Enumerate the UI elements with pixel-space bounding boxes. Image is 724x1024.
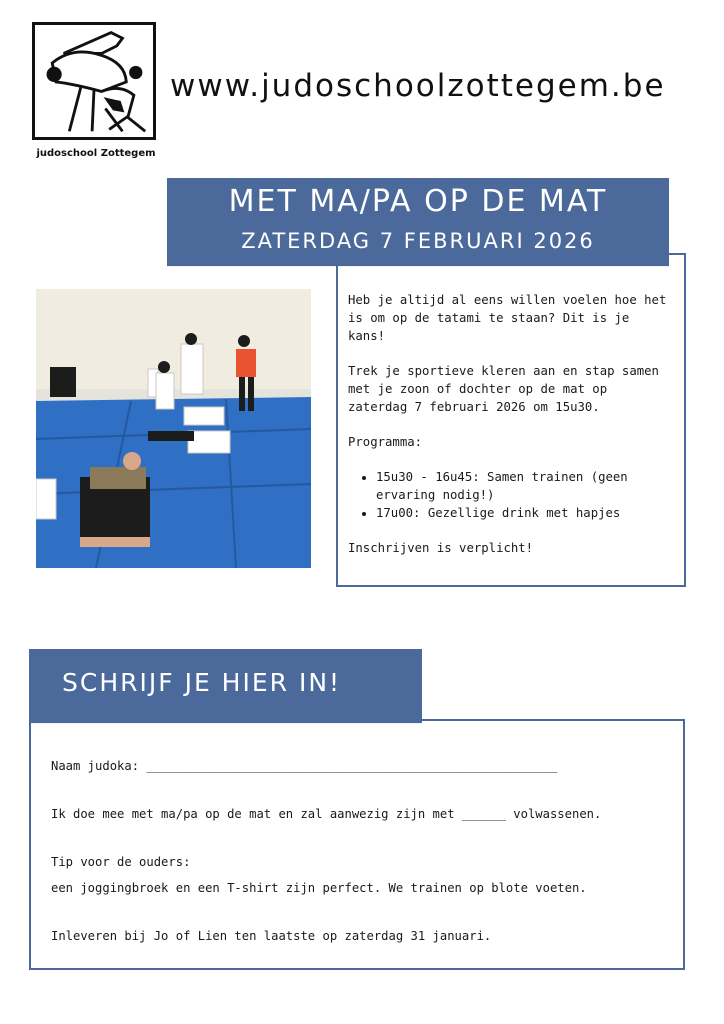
- name-row: [51, 757, 671, 775]
- logo-caption: judoschool Zottegem: [36, 148, 156, 159]
- program-item: • 15u30 - 16u45: Samen trainen (geen ervaring nodig!): [376, 468, 672, 504]
- tip-text: een joggingbroek en een T-shirt zijn perfect. We trainen op blote voeten.: [51, 881, 587, 895]
- judo-training-photo: [36, 289, 311, 568]
- signup-banner: [29, 649, 422, 723]
- event-title: MET MA/PA OP DE MAT: [228, 184, 608, 219]
- event-info-content: [348, 291, 672, 574]
- adults-count-blank[interactable]: ______: [461, 807, 506, 821]
- website-url[interactable]: www.judoschoolzottegem.be: [170, 68, 666, 104]
- program-list: [348, 468, 672, 522]
- program-label: Programma:: [348, 435, 423, 449]
- deadline-text: Inleveren bij Jo of Lien ten laatste op zaterdag 31 januari.: [51, 929, 492, 943]
- judoschool-logo: [32, 22, 156, 140]
- event-intro: Heb je altijd al eens willen voelen hoe het is om op de tatami te staan? Dit is je kans!: [348, 293, 667, 343]
- participation-row: [51, 805, 671, 823]
- registration-note: Inschrijven is verplicht!: [348, 541, 534, 555]
- participation-text: Ik doe mee met ma/pa op de mat en zal aanwezig zijn met: [51, 807, 455, 821]
- participation-unit: volwassenen.: [513, 807, 602, 821]
- event-invite: Trek je sportieve kleren aan en stap samen met je zoon of dochter op de mat op zaterdag 7 februari 2026 om 15u30.: [348, 364, 659, 414]
- event-title-banner: [167, 178, 669, 266]
- tip-label: Tip voor de ouders:: [51, 855, 191, 869]
- registration-form-panel: [29, 719, 685, 970]
- signup-title: SCHRIJF JE HIER IN!: [62, 668, 342, 697]
- judo-throw-icon: [35, 25, 153, 137]
- event-info-panel: [336, 253, 686, 587]
- registration-form-content: [51, 757, 671, 945]
- event-date: ZATERDAG 7 FEBRUARI 2026: [241, 229, 595, 253]
- name-label: Naam judoka:: [51, 759, 140, 773]
- program-item: • 17u00: Gezellige drink met hapjes: [376, 504, 672, 522]
- name-blank-field[interactable]: ________________________________________________________: [146, 759, 558, 773]
